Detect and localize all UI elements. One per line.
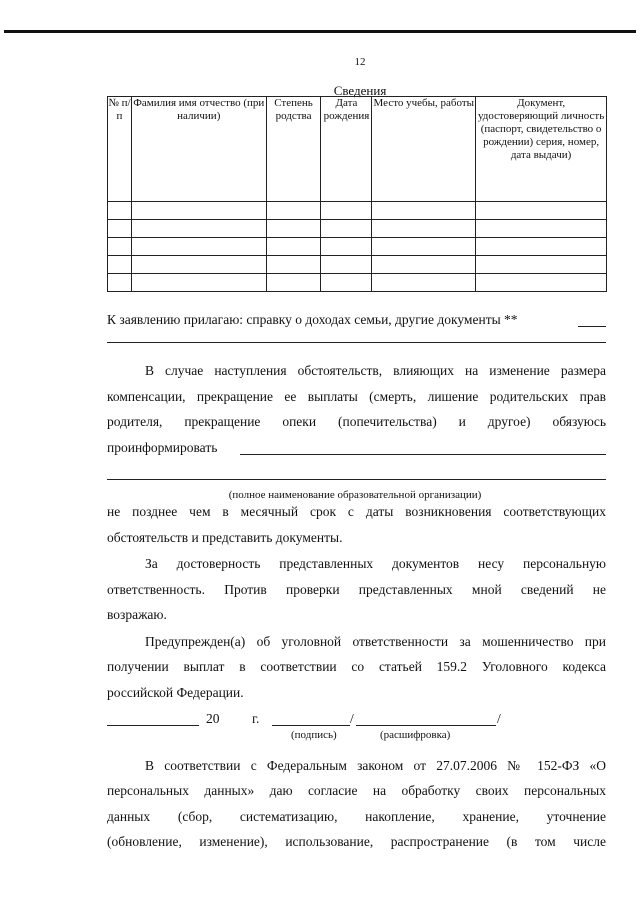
table-cell[interactable]	[372, 256, 476, 274]
header-number: № п/п	[108, 97, 132, 202]
table-cell[interactable]	[108, 238, 132, 256]
date-blank[interactable]	[107, 725, 199, 726]
decoding-blank[interactable]	[356, 725, 496, 726]
consent-line-3: данных (сбор, систематизацию, накопление, хранение, уточнение	[107, 809, 606, 824]
table-header-row	[108, 97, 607, 202]
obligation-line-2: компенсации, прекращение ее выплаты (смерть, лишение родительских прав	[107, 389, 606, 404]
table-cell[interactable]	[266, 274, 321, 292]
attachment-text: К заявлению прилагаю: справку о доходах семьи, другие документы **	[107, 312, 518, 327]
table-cell[interactable]	[266, 220, 321, 238]
table-cell[interactable]	[372, 220, 476, 238]
table-cell[interactable]	[321, 274, 372, 292]
table-row	[108, 220, 607, 238]
table-cell[interactable]	[266, 202, 321, 220]
table-cell[interactable]	[266, 256, 321, 274]
header-relation: Степень родства	[266, 97, 321, 202]
header-full-name: Фамилия имя отчество (при наличии)	[131, 97, 266, 202]
responsibility-line-1: За достоверность представленных документов несу персональную	[145, 556, 606, 571]
table-cell[interactable]	[476, 220, 607, 238]
table-cell[interactable]	[476, 238, 607, 256]
organization-blank[interactable]	[107, 479, 606, 480]
table-cell[interactable]	[372, 274, 476, 292]
attachment-blank-2[interactable]	[107, 342, 606, 343]
top-border-line	[4, 30, 636, 33]
decoding-caption: (расшифровка)	[380, 729, 451, 741]
table-cell[interactable]	[476, 202, 607, 220]
header-birth-date: Дата рождения	[321, 97, 372, 202]
header-id-document: Документ, удостоверяющий личность (паспорт, свидетельство о рождении) серия, номер, дата выдачи)	[476, 97, 607, 202]
warning-line-2: получении выплат в соответствии со статьей 159.2 Уголовного кодекса	[107, 659, 606, 674]
obligation-line-4: проинформировать	[107, 440, 218, 455]
signature-caption: (подпись)	[291, 729, 337, 741]
signature-slash-2: /	[497, 711, 501, 726]
table-cell[interactable]	[321, 202, 372, 220]
table-cell[interactable]	[131, 274, 266, 292]
table-cell[interactable]	[321, 256, 372, 274]
consent-line-2: персональных данных» даю согласие на обработку своих персональных	[107, 783, 606, 798]
table-cell[interactable]	[108, 220, 132, 238]
warning-line-1: Предупрежден(а) об уголовной ответственности за мошенничество при	[145, 634, 606, 649]
consent-line-4: (обновление, изменение), использование, распространение (в том числе	[107, 834, 606, 849]
organization-caption: (полное наименование образовательной организации)	[228, 489, 482, 501]
table-cell[interactable]	[372, 202, 476, 220]
table-cell[interactable]	[108, 202, 132, 220]
table-cell[interactable]	[131, 220, 266, 238]
year-suffix: г.	[252, 711, 260, 726]
obligation-line-1: В случае наступления обстоятельств, влияющих на изменение размера	[145, 363, 606, 378]
header-study-work: Место учебы, работы	[372, 97, 476, 202]
page-number: 12	[354, 56, 366, 68]
table-row	[108, 202, 607, 220]
table-cell[interactable]	[131, 256, 266, 274]
table-cell[interactable]	[321, 238, 372, 256]
table-cell[interactable]	[476, 274, 607, 292]
table-cell[interactable]	[108, 256, 132, 274]
table-cell[interactable]	[131, 202, 266, 220]
warning-line-3: российской Федерации.	[107, 685, 244, 700]
table-cell[interactable]	[108, 274, 132, 292]
responsibility-line-2: ответственность. Против проверки представленных мной сведений не	[107, 582, 606, 597]
consent-line-1: В соответствии с Федеральным законом от 27.07.2006 № 152-ФЗ «О	[145, 758, 606, 773]
table-row	[108, 238, 607, 256]
obligation-line-5: не позднее чем в месячный срок с даты возникновения соответствующих	[107, 504, 606, 519]
info-table	[107, 96, 607, 292]
table-cell[interactable]	[372, 238, 476, 256]
attachment-blank-1[interactable]	[578, 326, 606, 327]
table-cell[interactable]	[476, 256, 607, 274]
table-title: Сведения	[333, 83, 387, 98]
obligation-line-3: родителя, прекращение опеки (попечительства) и другое) обязуюсь	[107, 414, 606, 429]
table-row	[108, 256, 607, 274]
table-cell[interactable]	[266, 238, 321, 256]
table-cell[interactable]	[321, 220, 372, 238]
table-row	[108, 274, 607, 292]
signature-blank[interactable]	[272, 725, 350, 726]
table-cell[interactable]	[131, 238, 266, 256]
obligation-line-6: обстоятельств и представить документы.	[107, 530, 343, 545]
inform-blank[interactable]	[240, 454, 606, 455]
year-prefix: 20	[206, 711, 220, 726]
signature-slash-1: /	[350, 711, 354, 726]
responsibility-line-3: возражаю.	[107, 607, 167, 622]
